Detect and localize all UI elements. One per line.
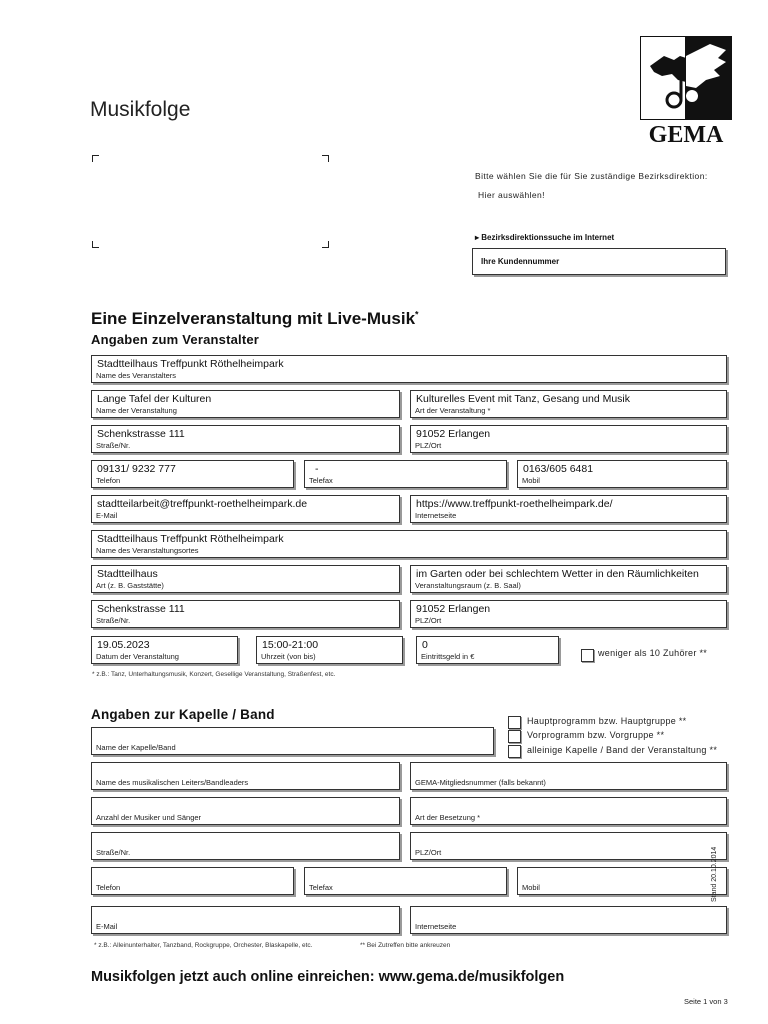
band-name-label: Name der Kapelle/Band [96,743,176,752]
leiter-label: Name des musikalischen Leiters/Bandleaders [96,778,249,787]
ort-art-value: Stadtteilhaus [97,568,158,580]
anzahl-label: Anzahl der Musiker und Sänger [96,813,202,822]
vor-checkbox[interactable] [508,730,521,743]
event-heading [91,309,419,329]
address-corner-tr [322,155,329,162]
band-strasse-field[interactable] [91,832,400,860]
page-title: Musikfolge [90,98,191,121]
veranstaltung-art-label: Art der Veranstaltung * [415,406,491,415]
ort-name-value: Stadtteilhaus Treffpunkt Röthelheimpark [97,533,284,545]
email-label: E-Mail [96,511,118,520]
ort-art-field[interactable] [91,565,400,593]
gema-logo [640,36,732,148]
triangle-right-icon: ▸ [475,233,480,242]
email-field[interactable] [91,495,400,523]
anzahl-field[interactable] [91,797,400,825]
band-internet-field[interactable] [410,906,727,934]
veranstaltung-art-value: Kulturelles Event mit Tanz, Gesang und Musik [416,393,630,405]
veranstaltung-name-label: Name der Veranstaltung [96,406,177,415]
leiter-field[interactable] [91,762,400,790]
ort-plz-label: PLZ/Ort [415,616,442,625]
allein-label: alleinige Kapelle / Band der Veranstaltung ** [527,745,718,755]
datum-label: Datum der Veranstaltung [96,652,179,661]
ort-art-label: Art (z. B. Gaststätte) [96,581,164,590]
email-value: stadtteilarbeit@treffpunkt-roethelheimpark.de [97,498,308,510]
bezirk-prompt: Bitte wählen Sie die für Sie zuständige Bezirksdirektion: [475,171,708,181]
telefon-field[interactable] [91,460,294,488]
mobil-label: Mobil [522,476,540,485]
band-email-label: E-Mail [96,922,118,931]
bezirk-link[interactable] [475,233,614,242]
kundennummer-field[interactable] [472,248,726,275]
raum-value: im Garten oder bei schlechtem Wetter in den Räumlichkeiten [416,568,699,580]
ort-strasse-value: Schenkstrasse 111 [97,603,185,615]
logo-text: GEMA [648,122,724,148]
veranstalter-name-label: Name des Veranstalters [96,371,177,380]
bezirk-link-text: Bezirksdirektionssuche im Internet [481,233,615,242]
band-telefax-label: Telefax [309,883,333,892]
telefax-label: Telefax [309,476,333,485]
band-name-field[interactable] [91,727,494,755]
raum-label: Veranstaltungsraum (z. B. Saal) [415,581,521,590]
kundennummer-label: Ihre Kundennummer [481,257,560,266]
weniger10-label: weniger als 10 Zuhörer ** [598,648,708,658]
vor-label: Vorprogramm bzw. Vorgruppe ** [527,730,665,740]
gema-nr-field[interactable] [410,762,727,790]
event-heading-mark: * [415,309,419,320]
page-number: Seite 1 von 3 [684,997,728,1006]
strasse-label: Straße/Nr. [96,441,131,450]
address-corner-tl [92,155,99,162]
datum-value: 19.05.2023 [97,639,150,651]
haupt-label: Hauptprogramm bzw. Hauptgruppe ** [527,716,687,726]
veranstalter-name-field[interactable] [91,355,727,383]
allein-checkbox[interactable] [508,745,521,758]
eintritt-value: 0 [422,639,428,651]
ort-plz-value: 91052 Erlangen [416,603,491,615]
band-footnote-1: * z.B.: Alleinunterhalter, Tanzband, Rockgruppe, Orchester, Blaskapelle, etc. [94,942,313,949]
uhrzeit-label: Uhrzeit (von bis) [261,652,316,661]
ort-name-field[interactable] [91,530,727,558]
eintritt-label: Eintrittsgeld in € [421,652,475,661]
ort-plz-field[interactable] [410,600,727,628]
band-mobil-field[interactable] [517,867,727,895]
telefon-label: Telefon [96,476,121,485]
weniger10-checkbox[interactable] [581,649,594,662]
datum-field[interactable] [91,636,238,664]
band-strasse-label: Straße/Nr. [96,848,131,857]
band-footnote-2: ** Bei Zutreffen bitte ankreuzen [360,942,451,949]
stand-date: Stand 20.10.2014 [711,846,718,902]
online-note: Musikfolgen jetzt auch online einreichen: www.gema.de/musikfolgen [91,969,565,985]
ort-strasse-label: Straße/Nr. [96,616,131,625]
veranstalter-name-value: Stadtteilhaus Treffpunkt Röthelheimpark [97,358,284,370]
strasse-field[interactable] [91,425,400,453]
band-telefon-field[interactable] [91,867,294,895]
internet-label: Internetseite [415,511,457,520]
veranstaltung-name-field[interactable] [91,390,400,418]
besetzung-field[interactable] [410,797,727,825]
eintritt-field[interactable] [416,636,559,664]
ort-strasse-field[interactable] [91,600,400,628]
band-heading: Angaben zur Kapelle / Band [91,707,275,722]
plz-ort-label: PLZ/Ort [415,441,442,450]
mobil-field[interactable] [517,460,727,488]
band-plz-field[interactable] [410,832,727,860]
plz-ort-value: 91052 Erlangen [416,428,491,440]
band-internet-label: Internetseite [415,922,457,931]
pegasus-icon [640,36,732,120]
telefax-value: - [315,463,319,475]
haupt-checkbox[interactable] [508,716,521,729]
veranstaltung-art-field[interactable] [410,390,727,418]
internet-field[interactable] [410,495,727,523]
band-telefax-field[interactable] [304,867,507,895]
veranstaltung-name-value: Lange Tafel der Kulturen [97,393,212,405]
band-email-field[interactable] [91,906,400,934]
mobil-value: 0163/605 6481 [523,463,594,475]
address-corner-bl [92,241,99,248]
event-footnote: * z.B.: Tanz, Unterhaltungsmusik, Konzert, Gesellige Veranstaltung, Straßenfest, etc. [92,671,336,678]
band-telefon-label: Telefon [96,883,121,892]
bezirk-select[interactable]: Hier auswählen! [478,190,545,200]
telefon-value: 09131/ 9232 777 [97,463,176,475]
internet-value: https://www.treffpunkt-roethelheimpark.de/ [416,498,613,510]
address-corner-br [322,241,329,248]
band-plz-label: PLZ/Ort [415,848,442,857]
uhrzeit-value: 15:00-21:00 [262,639,319,651]
besetzung-label: Art der Besetzung * [415,813,481,822]
raum-field[interactable] [410,565,727,593]
event-heading-text: Eine Einzelveranstaltung mit Live-Musik [91,309,416,328]
strasse-value: Schenkstrasse 111 [97,428,185,440]
gema-nr-label: GEMA-Mitgliedsnummer (falls bekannt) [415,778,546,787]
ort-name-label: Name des Veranstaltungsortes [96,546,199,555]
telefax-field[interactable] [304,460,507,488]
veranstalter-heading: Angaben zum Veranstalter [91,332,260,347]
band-mobil-label: Mobil [522,883,540,892]
plz-ort-field[interactable] [410,425,727,453]
uhrzeit-field[interactable] [256,636,403,664]
